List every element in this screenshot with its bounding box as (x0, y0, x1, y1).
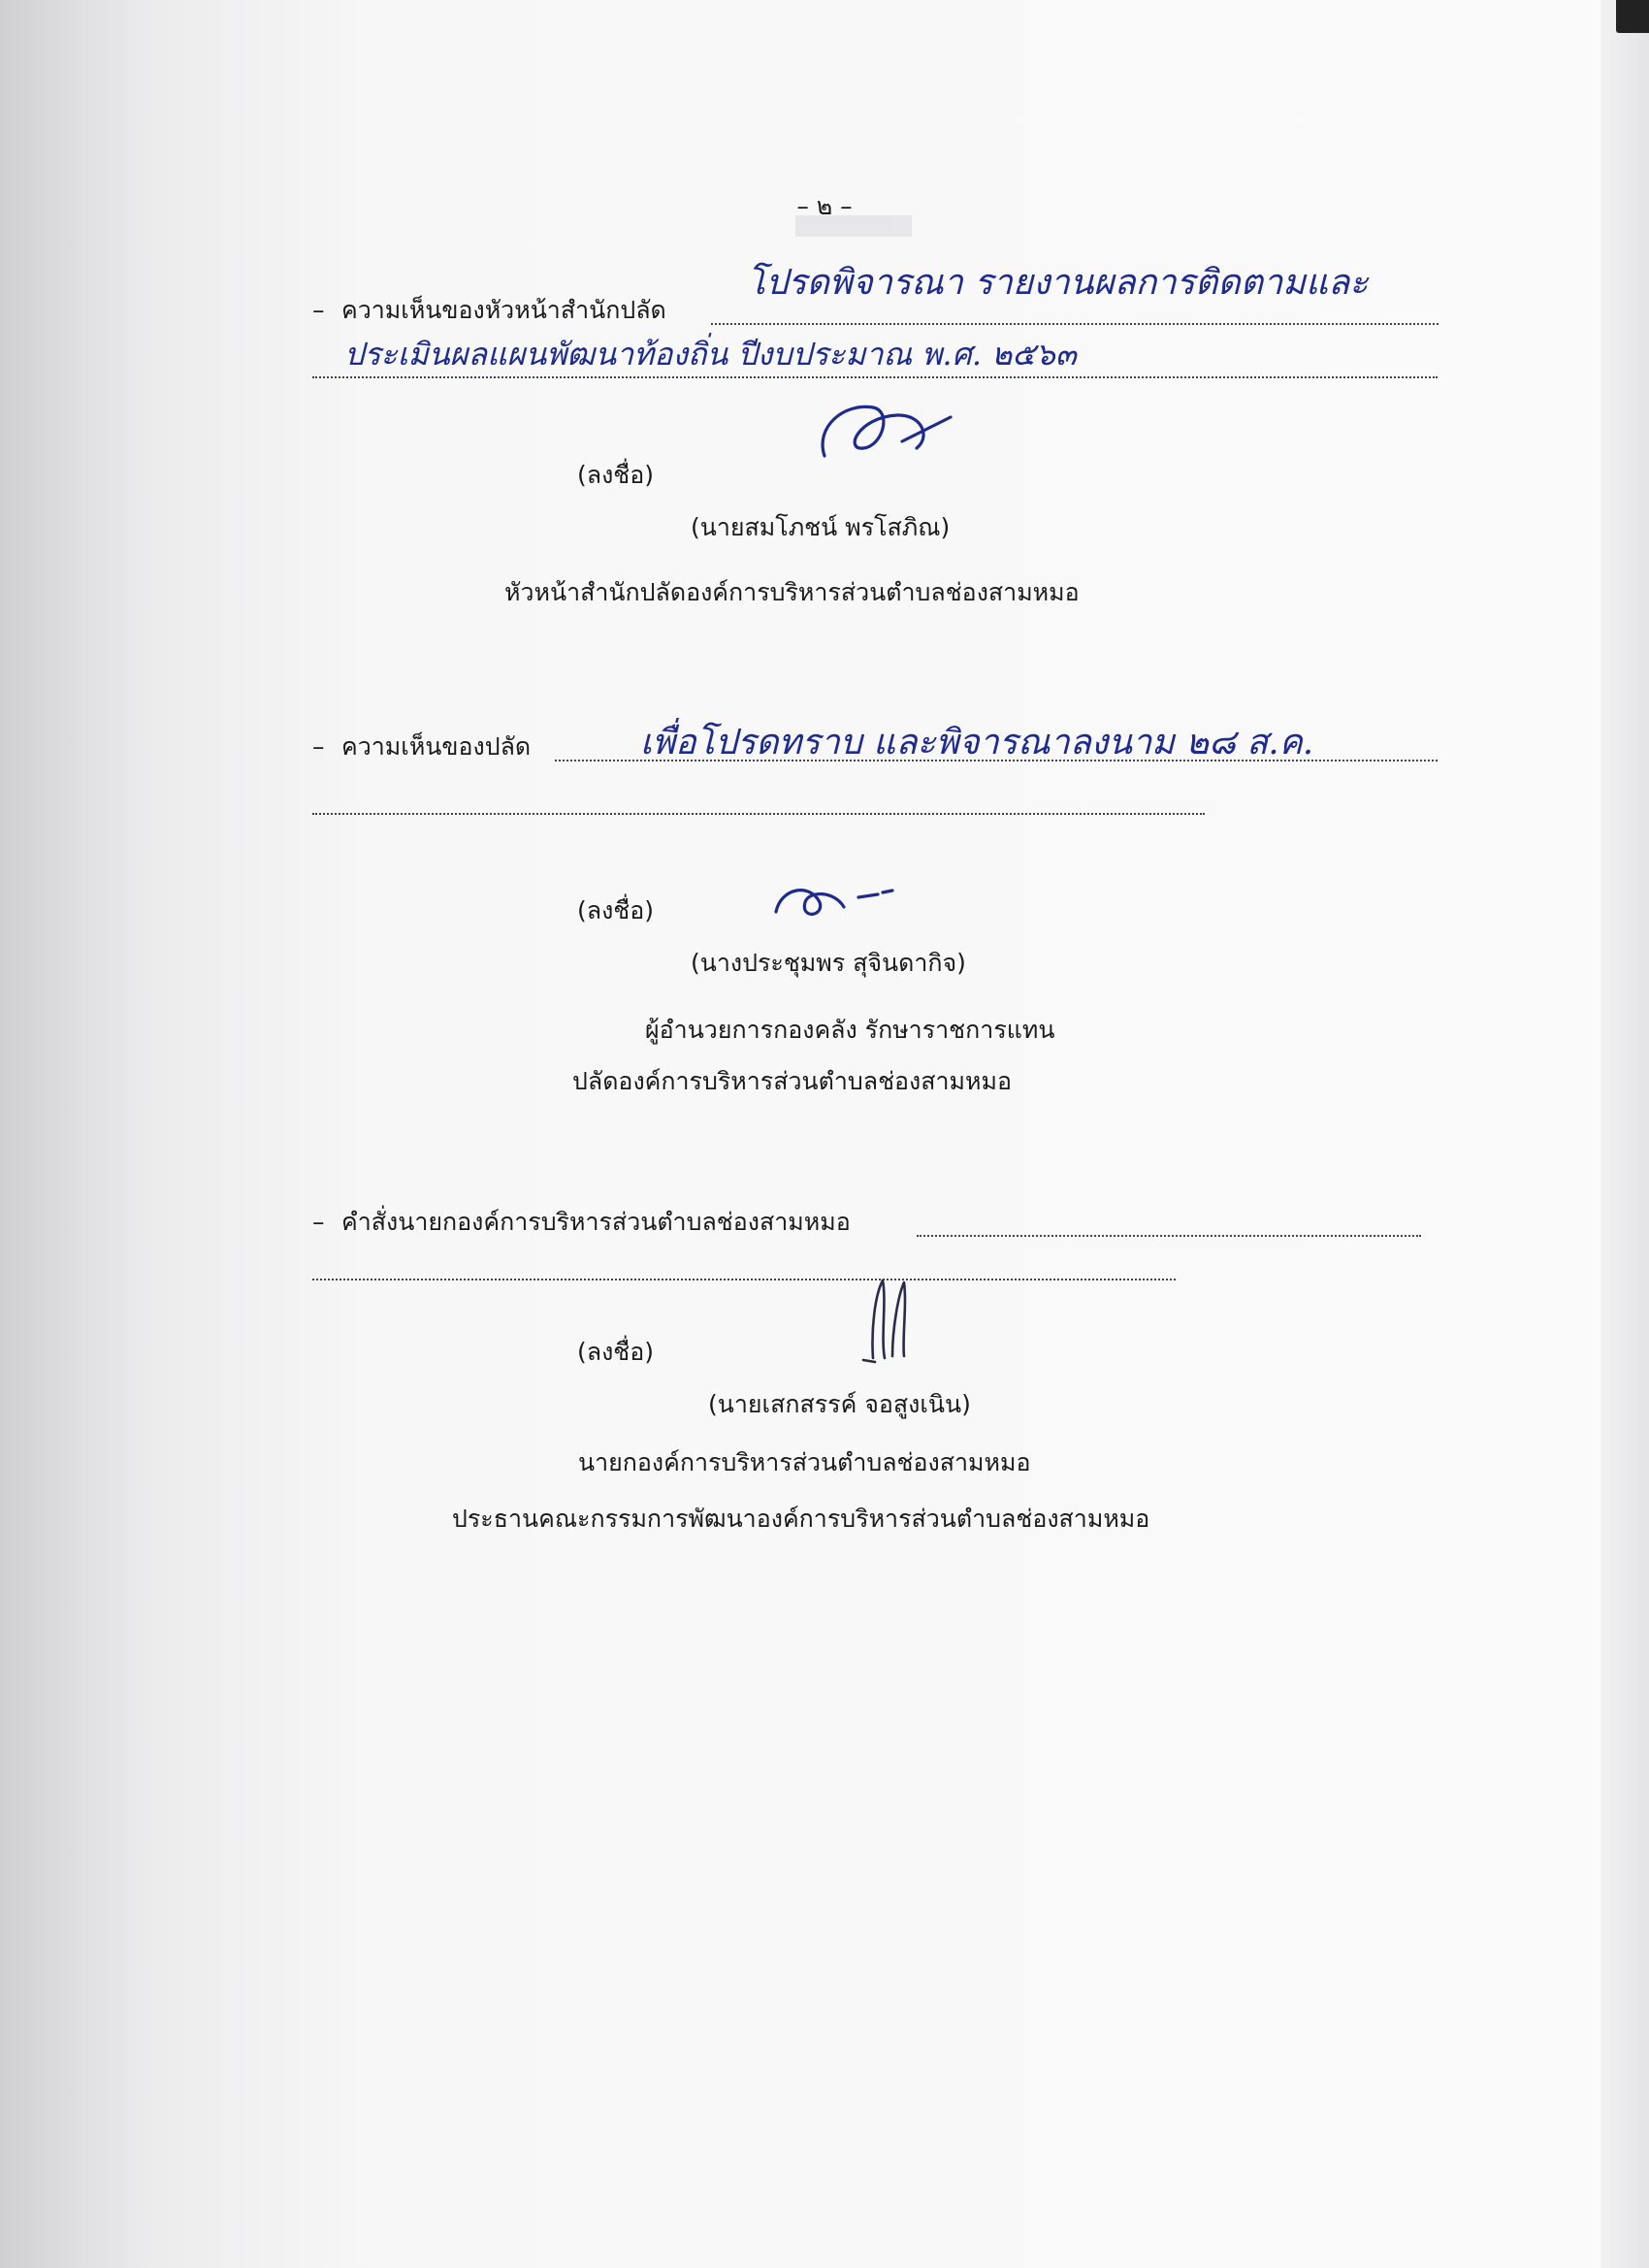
section2-signer-position-line1: ผู้อำนวยการกองคลัง รักษาราชการแทน (645, 1016, 1055, 1044)
section2-dotted-line-2 (312, 813, 1205, 815)
section3-dotted-line-2 (312, 1279, 1176, 1280)
section3-dotted-line-1 (917, 1235, 1421, 1237)
section3-sign-label: (ลงชื่อ) (577, 1338, 655, 1366)
section2-signer-name: (นางประชุมพร สุจินดากิจ) (691, 949, 966, 977)
scan-corner-mark (1616, 0, 1649, 33)
section3-signer-position-line1: นายกองค์การบริหารส่วนตำบลช่องสามหมอ (578, 1448, 1031, 1476)
section3-bullet: – (312, 1208, 325, 1236)
section3-signer-name: (นายเสกสรรค์ จอสูงเนิน) (708, 1390, 971, 1418)
section2-signature (766, 873, 912, 931)
section1-handwritten-comment-line2: ประเมินผลแผนพัฒนาท้องถิ่น ปีงบประมาณ พ.ศ. ๒๕๖๓ (344, 336, 1077, 373)
section1-dotted-line-1 (711, 323, 1439, 325)
section2-sign-label: (ลงชื่อ) (577, 896, 655, 924)
section1-signer-name: (นายสมโภชน์ พรโสภิณ) (691, 513, 951, 541)
section1-sign-label: (ลงชื่อ) (577, 461, 655, 489)
section1-label: ความเห็นของหัวหน้าสำนักปลัด (341, 296, 666, 324)
page-number: – ๒ – (796, 192, 853, 220)
section1-signer-position: หัวหน้าสำนักปลัดองค์การบริหารส่วนตำบลช่องสามหมอ (504, 578, 1080, 606)
section2-bullet: – (312, 732, 325, 761)
section3-label: คำสั่งนายกองค์การบริหารส่วนตำบลช่องสามหมอ (341, 1208, 851, 1236)
section3-signature (854, 1271, 931, 1368)
section2-signer-position-line2: ปลัดองค์การบริหารส่วนตำบลช่องสามหมอ (572, 1067, 1013, 1095)
section2-handwritten-comment: เพื่อโปรดทราบ และพิจารณาลงนาม ๒๘ ส.ค. (640, 723, 1314, 762)
section2-label: ความเห็นของปลัด (341, 732, 532, 761)
section3-signer-position-line2: ประธานคณะกรรมการพัฒนาองค์การบริหารส่วนตำบลช่องสามหมอ (452, 1505, 1150, 1533)
section1-signature (805, 388, 980, 475)
section1-handwritten-comment-line1: โปรดพิจารณา รายงานผลการติดตามและ (747, 263, 1369, 303)
scan-edge-right (1600, 0, 1649, 2268)
section1-bullet: – (312, 296, 325, 324)
